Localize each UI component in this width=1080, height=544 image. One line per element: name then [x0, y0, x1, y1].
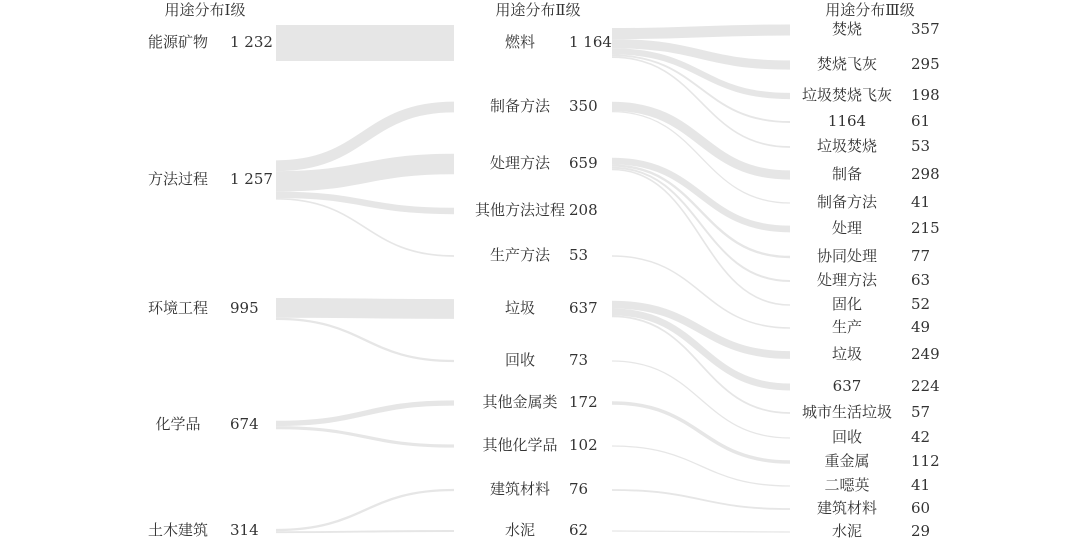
level3-node-value: 60 [911, 499, 931, 517]
level3-node-value: 357 [911, 20, 940, 38]
level3-node-value: 298 [911, 165, 940, 183]
level2-node-name: 燃料 [504, 33, 536, 51]
level3-node-name: 二噁英 [824, 476, 870, 494]
level1-node-name: 方法过程 [147, 170, 209, 188]
level1-node-name: 环境工程 [147, 299, 209, 317]
flow-link [612, 446, 790, 486]
level2-node-value: 73 [569, 351, 589, 369]
level3-node-value: 63 [911, 271, 931, 289]
level2-node-value: 659 [569, 154, 598, 172]
level3-node-value: 61 [911, 112, 931, 130]
level1-node-value: 674 [230, 415, 259, 433]
level3-node-name: 协同处理 [816, 247, 878, 265]
level3-node-value: 215 [911, 219, 940, 237]
level2-node-value: 350 [569, 97, 598, 115]
level3-node-name: 焚烧 [831, 20, 863, 38]
level3-node-value: 198 [911, 86, 940, 104]
level3-node-name: 焚烧飞灰 [816, 55, 878, 73]
level2-node-name: 其他化学品 [482, 436, 558, 454]
level2-node-name: 水泥 [504, 521, 536, 539]
level2-node-value: 62 [569, 521, 589, 539]
level1-node-value: 995 [230, 299, 259, 317]
flow-link [276, 531, 454, 532]
flow-link [276, 195, 454, 211]
level3-node-name: 制备方法 [816, 193, 878, 211]
level3-node-value: 41 [911, 193, 931, 211]
level3-node-name: 垃圾焚烧飞灰 [801, 86, 893, 104]
level2-node-name: 其他金属类 [482, 393, 558, 411]
level3-node-value: 29 [911, 522, 931, 540]
level3-node-value: 49 [911, 318, 931, 336]
flow-link [612, 30, 790, 34]
level2-node-value: 1 164 [569, 33, 612, 51]
level3-node-name: 重金属 [824, 452, 870, 470]
level3-node-name: 建筑材料 [816, 499, 878, 517]
level3-node-name: 637 [832, 377, 862, 395]
level2-node-name: 其他方法过程 [474, 201, 566, 219]
level2-node-value: 208 [569, 201, 598, 219]
level1-node-name: 化学品 [155, 415, 201, 433]
level3-node-name: 水泥 [831, 522, 863, 540]
level3-node-value: 77 [911, 247, 931, 265]
level3-node-value: 249 [911, 345, 940, 363]
flow-link [612, 170, 790, 305]
level3-node-value: 41 [911, 476, 931, 494]
level3-node-name: 垃圾 [831, 345, 863, 363]
level3-node-name: 处理 [831, 219, 863, 237]
level1-node-value: 1 232 [230, 33, 273, 51]
level3-node-name: 生产 [831, 318, 863, 336]
level2-node-value: 102 [569, 436, 598, 454]
flow-link [612, 112, 790, 203]
flow-link [276, 308, 454, 309]
level2-node-value: 76 [569, 480, 589, 498]
level3-node-value: 57 [911, 403, 931, 421]
level2-node-value: 172 [569, 393, 598, 411]
level3-node-value: 52 [911, 295, 931, 313]
level3-node-name: 城市生活垃圾 [801, 403, 893, 421]
level2-node-name: 制备方法 [489, 97, 551, 115]
flow-link [612, 361, 790, 438]
level2-node-name: 处理方法 [489, 154, 551, 172]
level3-node-value: 53 [911, 137, 931, 155]
level1-node-name: 土木建筑 [147, 521, 209, 539]
node-labels [148, 20, 940, 540]
level1-node-value: 314 [230, 521, 259, 539]
level3-node-value: 295 [911, 55, 940, 73]
flow-link [276, 403, 454, 423]
flow-link [276, 319, 454, 361]
level3-node-name: 固化 [831, 295, 863, 313]
level3-node-value: 42 [911, 428, 931, 446]
flow-link [612, 403, 790, 462]
level2-node-name: 垃圾 [504, 299, 536, 317]
level3-node-name: 制备 [831, 165, 863, 183]
level3-node-value: 112 [911, 452, 940, 470]
level3-node-name: 1164 [827, 112, 867, 130]
flow-link [276, 490, 454, 530]
level3-header: 用途分布Ⅲ级 [825, 1, 915, 19]
level2-node-name: 回收 [504, 351, 536, 369]
flow-link [276, 428, 454, 446]
level3-node-value: 224 [911, 377, 940, 395]
level2-node-value: 637 [569, 299, 598, 317]
flow-link [612, 166, 790, 257]
level1-header: 用途分布Ⅰ级 [164, 1, 246, 19]
level2-node-value: 53 [569, 246, 589, 264]
level3-node-name: 回收 [831, 428, 863, 446]
level1-node-name: 能源矿物 [147, 33, 209, 51]
flow-link [612, 490, 790, 509]
flow-link [612, 531, 790, 532]
level2-node-name: 生产方法 [489, 246, 551, 264]
level2-header: 用途分布Ⅱ级 [495, 1, 581, 19]
level3-node-name: 处理方法 [816, 271, 878, 289]
level3-node-name: 垃圾焚烧 [816, 137, 878, 155]
level1-node-value: 1 257 [230, 170, 273, 188]
level2-node-name: 建筑材料 [489, 480, 551, 498]
